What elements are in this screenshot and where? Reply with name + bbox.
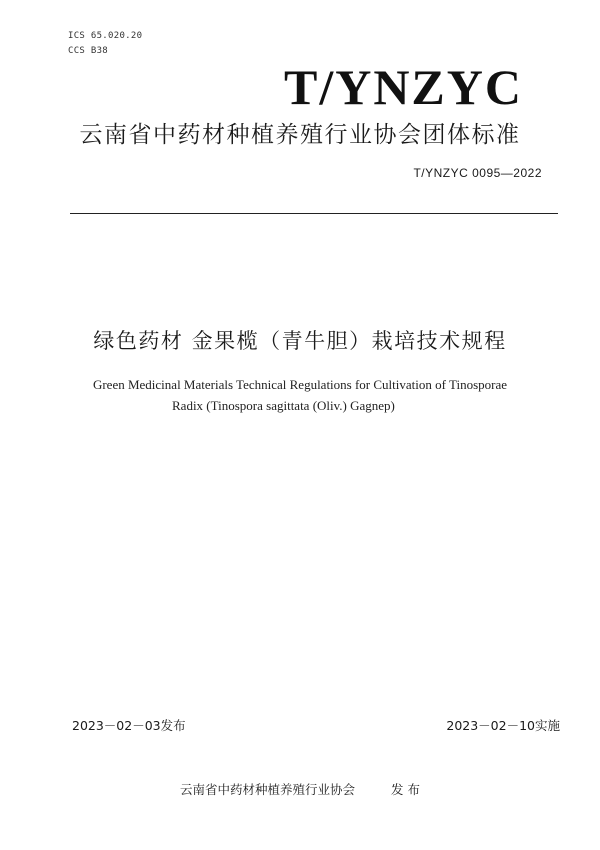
standard-number: T/YNZYC 0095—2022 bbox=[413, 166, 542, 180]
issue-date: 2023－02－03发布 bbox=[72, 718, 186, 733]
header-divider bbox=[70, 213, 558, 214]
document-title-chinese: 绿色药材 金果榄（青牛胆）栽培技术规程 bbox=[93, 329, 507, 353]
publish-action: 发 布 bbox=[391, 782, 420, 797]
association-title: 云南省中药材种植养殖行业协会团体标准 bbox=[79, 122, 521, 148]
standard-logo: T/YNZYC bbox=[283, 59, 523, 115]
publisher-line bbox=[0, 780, 600, 798]
ics-code: ICS 65.020.20 bbox=[68, 31, 143, 41]
publisher-name: 云南省中药材种植养殖行业协会 bbox=[180, 782, 356, 797]
ccs-code: CCS B38 bbox=[68, 46, 109, 56]
document-title-english-line1: Green Medicinal Materials Technical Regulations for Cultivation of Tinosporae bbox=[92, 377, 508, 392]
implementation-date: 2023－02－10实施 bbox=[446, 718, 560, 733]
document-title-english-line2: Radix (Tinospora sagittata (Oliv.) Gagnep) bbox=[172, 398, 395, 413]
